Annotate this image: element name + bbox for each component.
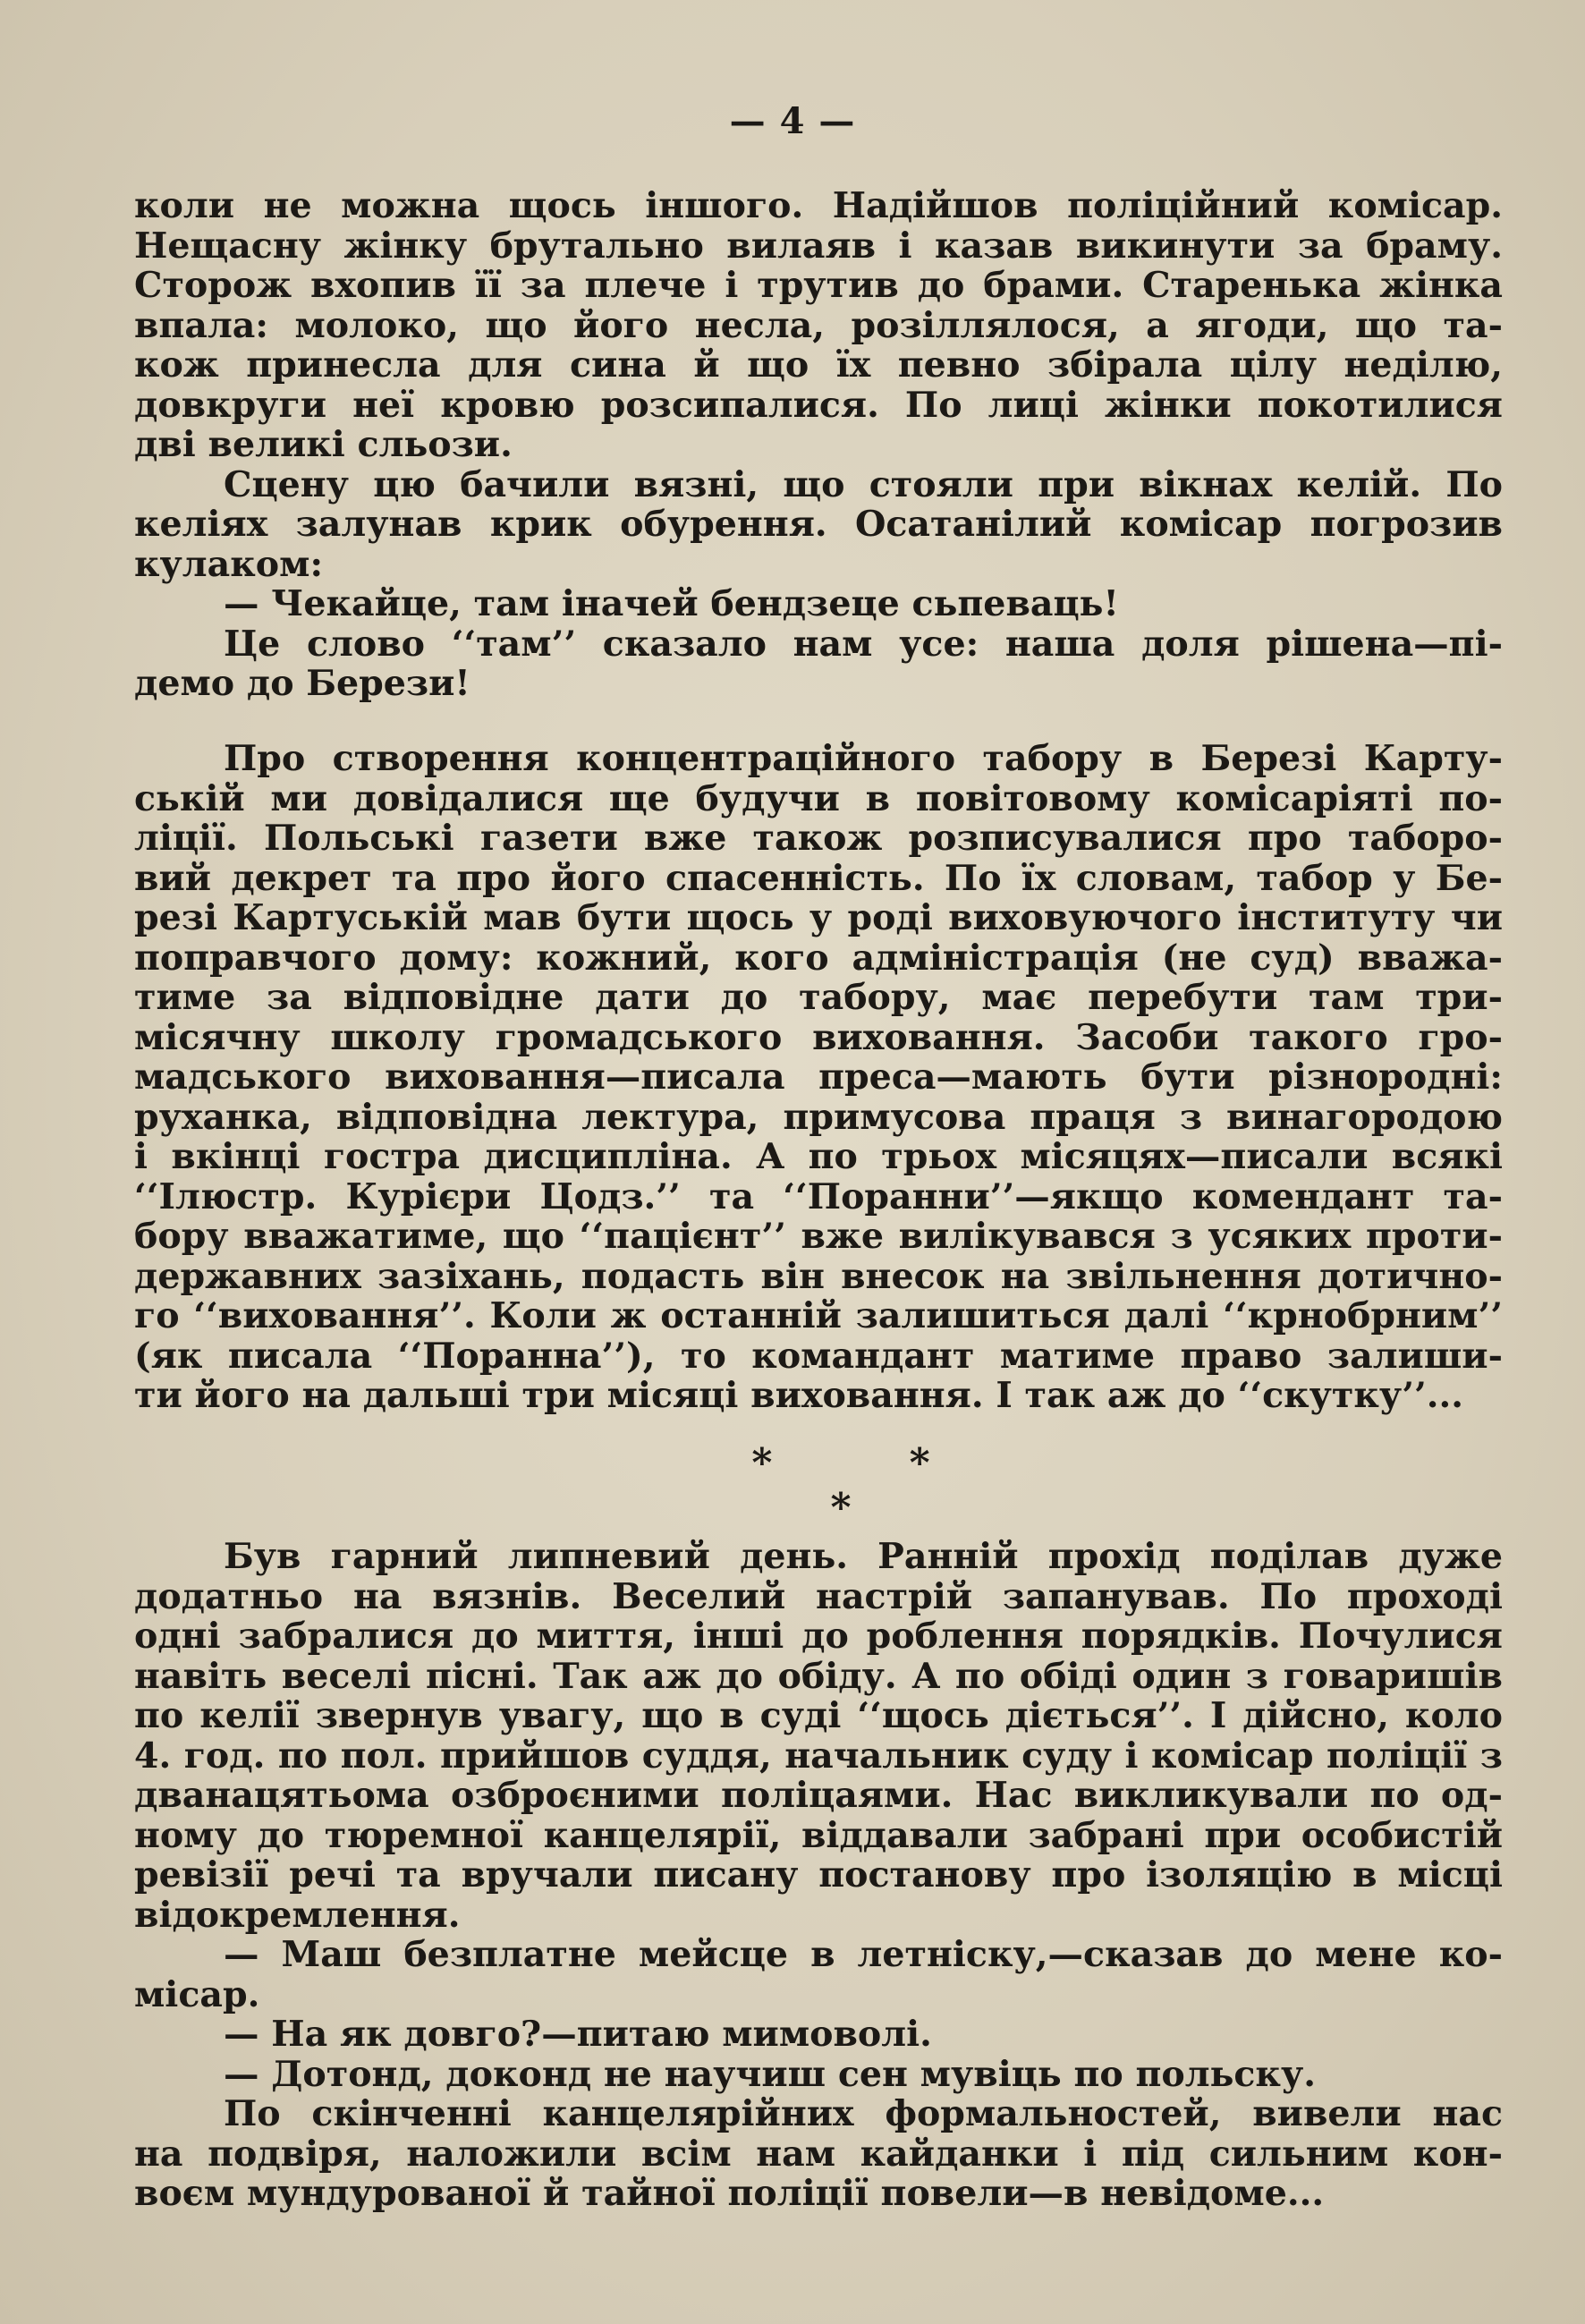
text-line: довкруги неї кровю розсипалися. По лиці жінки покотилися	[134, 384, 1503, 426]
text-line: навіть веселі пісні. Так аж до обіду. А по обіді один з говаришів	[134, 1655, 1503, 1697]
text-line: бору вважатиме, що ‘‘пацієнт’’ вже вилікувався з усяких проти-	[134, 1216, 1503, 1257]
text-line: го ‘‘виховання’’. Коли ж останній залишиться далі ‘‘крнобрним’’	[134, 1295, 1503, 1336]
separator-asterisks-row2: *	[830, 1485, 852, 1531]
paragraph-block-3	[134, 1537, 1503, 2214]
text-line: Був гарний липневий день. Ранній прохід поділав дуже	[224, 1536, 1503, 1577]
text-line: по келії звернув увагу, що в суді ‘‘щось діється’’. І дійсно, коло	[134, 1695, 1503, 1736]
paragraph-block-1	[134, 186, 1503, 704]
text-line: дванацятьома озброєними поліцаями. Нас викликували по од-	[134, 1775, 1503, 1816]
text-line: додатньо на вязнів. Веселий настрій запанував. По проході	[134, 1575, 1503, 1617]
page-number: — 4 —	[729, 100, 856, 142]
text-line: місячну школу громадського виховання. Засоби такого гро-	[134, 1016, 1503, 1058]
text-line: руханка, відповідна лектура, примусова праця з винагородою	[134, 1096, 1503, 1138]
text-line: ному до тюремної канцелярії, віддавали забрані при особистій	[134, 1814, 1503, 1856]
text-line: одні забралися до миття, інші до роблення порядків. Почулися	[134, 1616, 1503, 1657]
text-line: кулаком:	[134, 543, 324, 585]
text-line: — Маш безплатне мейсце в летніску,—сказав до мене ко-	[224, 1934, 1503, 1975]
text-line: дві великі сльози.	[134, 424, 513, 465]
text-line: поправчого дому: кожний, кого адміністрація (не суд) вважа-	[134, 937, 1503, 979]
text-line: По скінченні канцелярійних формальностей, вивели нас	[224, 2093, 1503, 2134]
text-line: резі Картуській мав бути щось у роді виховуючого інституту чи	[134, 897, 1503, 938]
text-line: (як писала ‘‘Поранна’’), то командант матиме право залиши-	[134, 1335, 1503, 1377]
text-line: коли не можна щось іншого. Надійшов поліційний комісар.	[134, 185, 1503, 226]
text-line: тиме за відповідне дати до табору, має перебути там три-	[134, 977, 1503, 1018]
text-line: демо до Берези!	[134, 663, 470, 704]
text-line: мадського виховання—писала преса—мають бути різнородні:	[134, 1056, 1503, 1098]
text-line: на подвіря, наложили всім нам кайданки і під сильним кон-	[134, 2133, 1503, 2175]
text-line: і вкінці гостра дисципліна. А по трьох місяцях—писали всякі	[134, 1136, 1503, 1177]
text-line: — Чекайце, там іначей бендзеце сьпеваць!	[224, 583, 1119, 624]
text-line: Це слово ‘‘там’’ сказало нам усе: наша доля рішена—пі-	[224, 623, 1503, 665]
text-line: ти його на дальші три місяці виховання. І так аж до ‘‘скутку’’...	[134, 1375, 1463, 1416]
text-line: ‘‘Ілюстр. Курієри Цодз.’’ та ‘‘Поранни’’—якщо комендант та-	[134, 1175, 1503, 1217]
text-line: ліції. Польські газети вже також розписувалися про таборо-	[134, 818, 1503, 859]
text-line: ревізії речі та вручали писану постанову про ізоляцію в місці	[134, 1854, 1503, 1896]
text-line: кож принесла для сина й що їх певно збірала цілу неділю,	[134, 344, 1503, 386]
text-line: воєм мундурованої й тайної поліції повели—в невідоме...	[134, 2173, 1325, 2214]
text-line: вий декрет та про його спасенність. По їх словам, табор у Бе-	[134, 857, 1503, 899]
text-line: Нещасну жінку брутально вилаяв і казав викинути за браму.	[134, 225, 1503, 267]
separator-asterisks-row1: * *	[751, 1440, 930, 1486]
text-line: впала: молоко, що його несла, розіллялося, а ягоди, що та-	[134, 304, 1503, 346]
text-line: Сторож вхопив її за плече і трутив до брами. Старенька жінка	[134, 265, 1503, 306]
text-line: — На як довго?—питаю мимоволі.	[224, 2014, 932, 2055]
text-line: місар.	[134, 1973, 260, 2015]
text-line: державних зазіхань, подасть він внесок на звільнення дотично-	[134, 1255, 1503, 1297]
text-line: келіях залунав крик обурення. Осатанілий комісар погрозив	[134, 504, 1503, 545]
text-line: 4. год. по пол. прийшов суддя, начальник суду і комісар поліції з	[134, 1735, 1503, 1777]
text-line: Про створення концентраційного табору в Березі Карту-	[224, 738, 1503, 779]
text-line: ській ми довідалися ще будучи в повітовому комісаріяті по-	[134, 777, 1503, 819]
text-line: Сцену цю бачили вязні, що стояли при вікнах келій. По	[224, 463, 1503, 505]
paragraph-block-2	[134, 739, 1503, 1416]
text-line: відокремлення.	[134, 1894, 461, 1936]
text-line: — Дотонд, доконд не научиш сен мувіць по польску.	[224, 2053, 1316, 2095]
